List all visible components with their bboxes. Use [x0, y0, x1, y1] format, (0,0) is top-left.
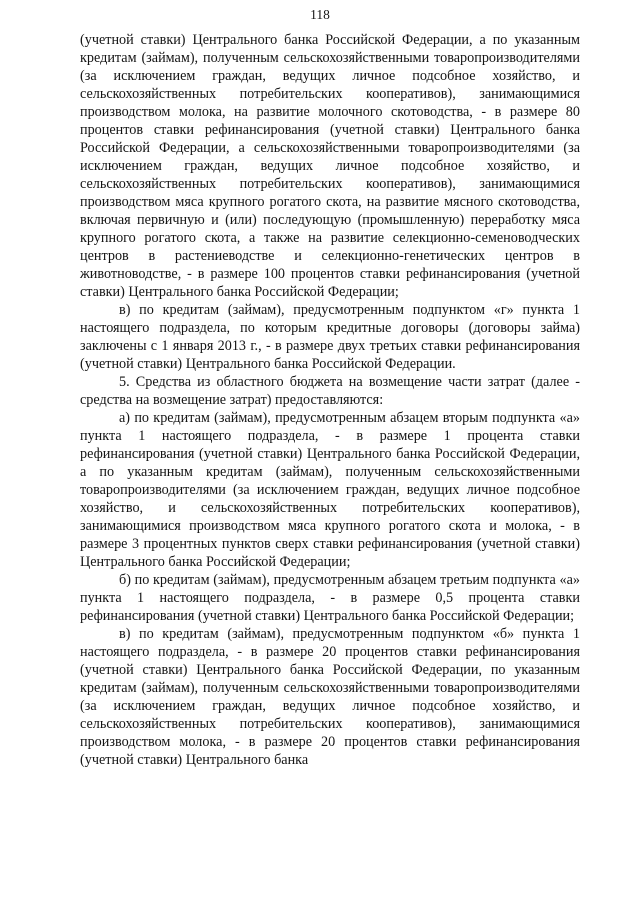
paragraph-continuation: (учетной ставки) Центрального банка Российской Федерации, а по указанным кредитам (займам), полученным сельскохозяйственными товаропроизводителями (за исключением граждан, ведущих личное подсобное хозяйство, и сельскохозяйственных потребительских кооперативов), занимающимися производством молока, на развитие молочного скотоводства, - в размере 80 процентов ставки рефинансирования (учетной ставки) Центрального банка Российской Федерации, а сельскохозяйственными товаропроизводителями (за исключением граждан, ведущих личное подсобное хозяйство, и сельскохозяйственных потребительских кооперативов), занимающимися производством мяса крупного рогатого скота, на развитие мясного скотоводства, включая первичную и (или) последующую (промышленную) переработку мяса крупного рогатого скота, а также на развитие селекционно-семеноводческих центров в растениеводстве и селекционно-генетических центров в животноводстве, - в размере 100 процентов ставки рефинансирования (учетной ставки) Центрального банка Российской Федерации;: [80, 32, 580, 300]
paragraph-subitem-v-4: в) по кредитам (займам), предусмотренным подпунктом «г» пункта 1 настоящего подраздела, по которым кредитные договоры (договоры займа) заключены с 1 января 2013 г., - в размере двух третьих ставки рефинансирования (учетной ставки) Центрального банка Российской Федерации.: [80, 302, 580, 372]
document-body: [80, 31, 580, 769]
paragraph-subitem-v-5: в) по кредитам (займам), предусмотренным подпунктом «б» пункта 1 настоящего подраздела, - в размере 20 процентов ставки рефинансирования (учетной ставки) Центрального банка Российской Федерации, по указанным кредитам (займам), полученным сельскохозяйственными товаропроизводителями (за исключением граждан, ведущих личное подсобное хозяйство, и сельскохозяйственных потребительских кооперативов), занимающимися производством молока, - в размере 20 процентов ставки рефинансирования (учетной ставки) Центрального банка: [80, 626, 580, 768]
paragraph-subitem-b: б) по кредитам (займам), предусмотренным абзацем третьим подпункта «а» пункта 1 настоящего подраздела, - в размере 0,5 процента ставки рефинансирования (учетной ставки) Центрального банка Российской Федерации;: [80, 572, 580, 624]
page-number: 118: [310, 7, 330, 22]
paragraph-item-5: 5. Средства из областного бюджета на возмещение части затрат (далее - средства на возмещение затрат) предоставляются:: [80, 374, 580, 408]
paragraph-subitem-a: а) по кредитам (займам), предусмотренным абзацем вторым подпункта «а» пункта 1 настоящего подраздела, - в размере 1 процента ставки рефинансирования (учетной ставки) Центрального банка Российской Федерации, а по указанным кредитам (займам), полученным сельскохозяйственными товаропроизводителями (за исключением граждан, ведущих личное подсобное хозяйство, и сельскохозяйственных потребительских кооперативов), занимающимися производством мяса крупного рогатого скота и молока, - в размере 3 процентных пунктов сверх ставки рефинансирования (учетной ставки) Центрального банка Российской Федерации;: [80, 410, 580, 570]
